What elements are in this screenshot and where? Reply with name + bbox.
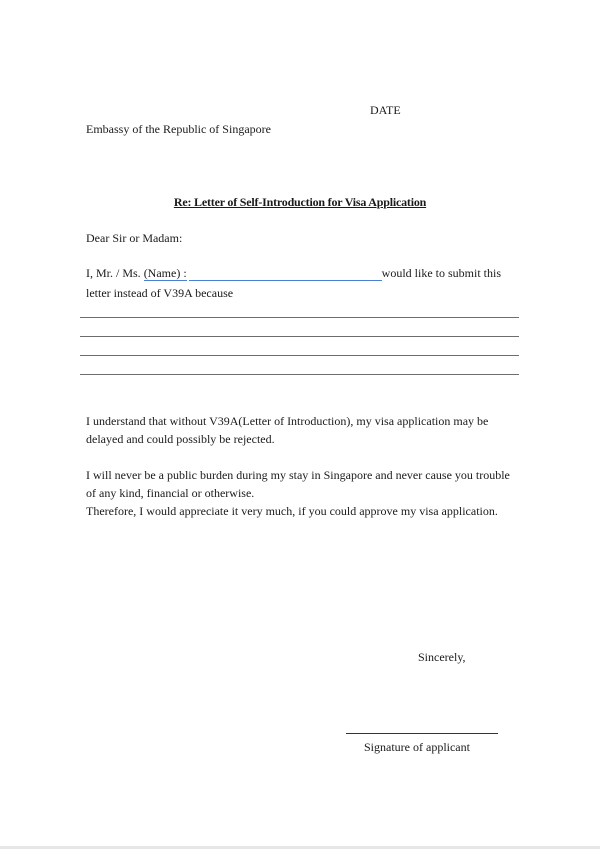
date-label: DATE — [370, 103, 401, 117]
closing: Sincerely, — [418, 650, 466, 664]
addressee: Embassy of the Republic of Singapore — [86, 122, 271, 136]
salutation: Dear Sir or Madam: — [86, 231, 183, 245]
paragraph-1-line: I understand that without V39A(Letter of Introduction), my visa application may be — [86, 414, 489, 428]
paragraph-2-line: of any kind, financial or otherwise. — [86, 486, 255, 500]
name-field[interactable] — [189, 266, 382, 281]
signature-line[interactable] — [346, 733, 498, 734]
name-placeholder: (Name) : — [143, 266, 187, 280]
intro-prefix: I, Mr. / Ms. — [86, 266, 144, 280]
intro-line — [86, 266, 501, 281]
intro-line-2: letter instead of V39A because — [86, 286, 234, 300]
subject-line: Re: Letter of Self-Introduction for Visa Application — [173, 195, 427, 209]
intro-suffix: would like to submit this — [381, 266, 502, 280]
signature-label: Signature of applicant — [364, 740, 470, 754]
reason-blank-line[interactable] — [80, 374, 519, 375]
reason-blank-line[interactable] — [80, 336, 519, 337]
reason-blank-line[interactable] — [80, 317, 519, 318]
paragraph-2-line: Therefore, I would appreciate it very much, if you could approve my visa application. — [86, 504, 498, 518]
paragraph-2-line: I will never be a public burden during my stay in Singapore and never cause you trouble — [86, 468, 510, 482]
reason-blank-line[interactable] — [80, 355, 519, 356]
paragraph-1-line: delayed and could possibly be rejected. — [86, 432, 275, 446]
